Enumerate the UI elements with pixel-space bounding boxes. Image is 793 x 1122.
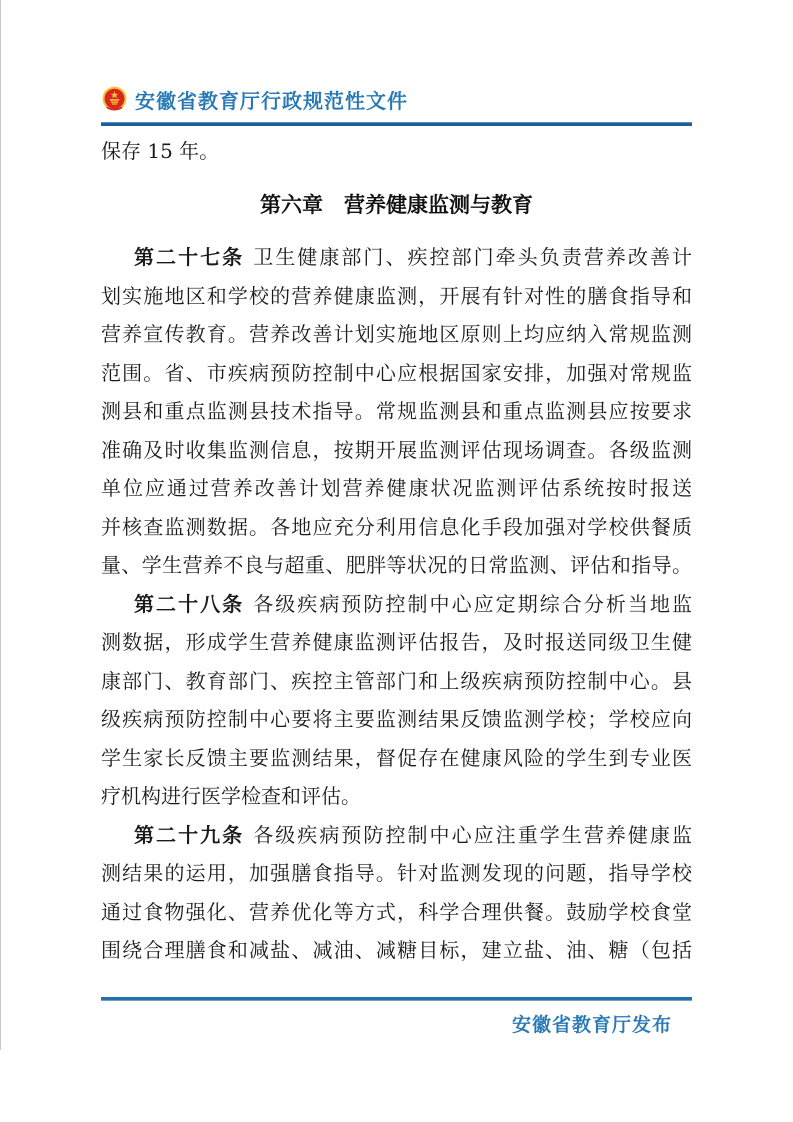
body-line: 康部门、教育部门、疾控主管部门和上级疾病预防控制中心。县 xyxy=(101,668,692,693)
national-emblem-icon xyxy=(101,86,128,113)
body-line-text: 各级疾病预防控制中心应注重学生营养健康监 xyxy=(253,822,693,847)
body-line: 围绕合理膳食和减盐、减油、减糖目标，建立盐、油、糖（包括 xyxy=(101,938,692,962)
body-line: 并核查监测数据。各地应充分利用信息化手段加强对学校供餐质 xyxy=(101,514,692,539)
article-body xyxy=(101,238,692,970)
body-line: 范围。省、市疾病预防控制中心应根据国家安排，加强对常规监 xyxy=(101,360,692,385)
body-line: 测县和重点监测县技术指导。常规监测县和重点监测县应按要求 xyxy=(101,399,692,423)
body-line xyxy=(101,816,692,855)
page-content xyxy=(101,0,692,970)
footer-rule xyxy=(101,997,692,1001)
body-line: 通过食物强化、营养优化等方式，科学合理供餐。鼓励学校食堂 xyxy=(101,899,692,924)
page-edge-line xyxy=(0,0,1,1050)
paragraph-article-29 xyxy=(101,816,692,970)
body-line-text: 卫生健康部门、疾控部门牵头负责营养改善计 xyxy=(253,245,693,269)
paragraph-article-28 xyxy=(101,585,692,816)
paragraph-article-27 xyxy=(101,238,692,585)
article-term: 第二十八条 xyxy=(134,591,245,616)
body-line: 营养宣传教育。营养改善计划实施地区原则上均应纳入常规监测 xyxy=(101,322,692,346)
body-line: 单位应通过营养改善计划营养健康状况监测评估系统按时报送 xyxy=(101,476,692,500)
body-line: 量、学生营养不良与超重、肥胖等状况的日常监测、评估和指导。 xyxy=(101,553,692,577)
body-line-text: 各级疾病预防控制中心应定期综合分析当地监 xyxy=(253,591,693,616)
body-line: 准确及时收集监测信息，按期开展监测评估现场调查。各级监测 xyxy=(101,437,692,462)
header-title: 安徽省教育厅行政规范性文件 xyxy=(135,88,408,113)
body-line: 疗机构进行医学检查和评估。 xyxy=(101,784,361,808)
body-line: 测数据，形成学生营养健康监测评估报告，及时报送同级卫生健 xyxy=(101,630,692,654)
chapter-heading: 第六章 营养健康监测与教育 xyxy=(260,193,533,217)
body-line: 级疾病预防控制中心要将主要监测结果反馈监测学校；学校应向 xyxy=(101,707,692,731)
footer-publisher: 安徽省教育厅发布 xyxy=(511,1014,672,1036)
article-term: 第二十九条 xyxy=(134,822,245,847)
body-line: 学生家长反馈主要监测结果，督促存在健康风险的学生到专业医 xyxy=(101,745,692,770)
body-line: 划实施地区和学校的营养健康监测，开展有针对性的膳食指导和 xyxy=(101,283,692,308)
body-line xyxy=(101,585,692,624)
body-line xyxy=(101,238,692,277)
body-line: 测结果的运用，加强膳食指导。针对监测发现的问题，指导学校 xyxy=(101,861,692,885)
document-header xyxy=(101,84,692,114)
article-term: 第二十七条 xyxy=(134,245,245,269)
retention-note: 保存 15 年。 xyxy=(101,139,220,163)
header-rule xyxy=(101,122,692,126)
